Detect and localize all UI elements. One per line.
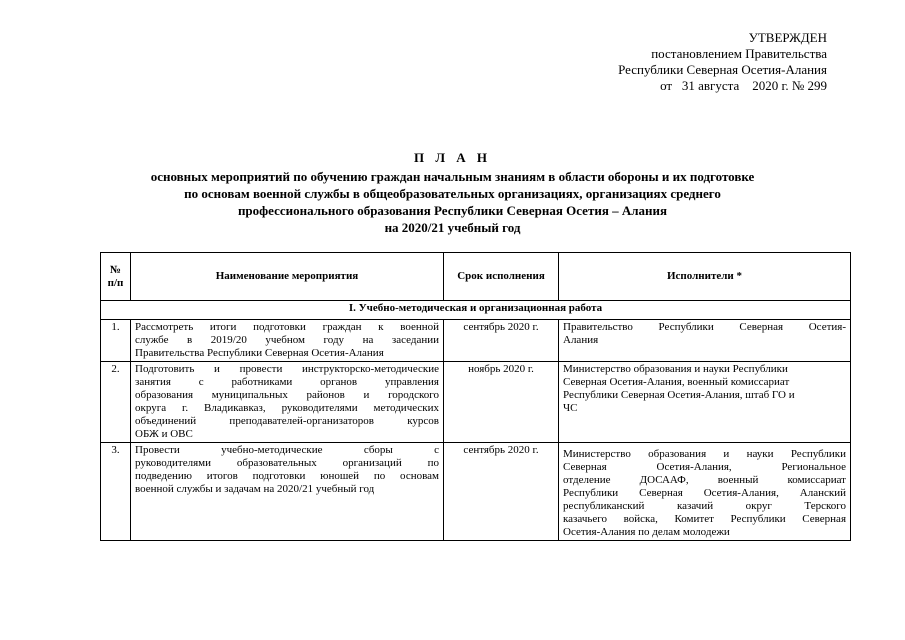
text-line: Министерство образования и науки Республики [563,363,788,375]
header-name: Наименование мероприятия [131,253,444,301]
section-title: I. Учебно-методическая и организационная работа [101,301,851,320]
approval-line: постановлением Правительства [651,46,827,61]
text-line: округа г. Владикавказ, руководителями методических [135,402,439,414]
plan-subtitle-line: по основам военной службы в общеобразовательных организациях, организациях среднего [184,186,721,201]
text-line: службе в 2019/20 учебном году на заседании [135,334,439,346]
plan-subtitle [95,168,810,236]
text-line: Министерство образования и науки Республики [563,448,846,460]
header-num: № п/п [101,253,131,301]
row-term: сентябрь 2020 г. [444,320,559,362]
row-num: 3. [101,443,131,541]
row-name [131,320,444,362]
row-executors [559,362,851,443]
section-row [101,301,851,320]
plan-subtitle-line: профессионального образования Республики Северная Осетия – Алания [237,203,668,218]
text-line: Провести учебно-методические сборы с [135,444,439,456]
row-name [131,362,444,443]
text-line: Республики Северная Осетия-Алания, штаб ГО и [563,389,795,401]
table-header-row [101,253,851,301]
row-num: 1. [101,320,131,362]
table-row [101,320,851,362]
plan-table [100,252,851,541]
text-line: Северная Осетия-Алания, военный комиссариат [563,376,790,388]
text-line: Правительства Республики Северная Осетия-Алания [135,347,384,359]
text-line: военной службы и задачам на 2020/21 учебный год [135,483,375,495]
text-line: Алания [563,334,599,346]
approval-block [527,30,827,94]
text-line: занятия с работниками органов управления [135,376,439,388]
table-row [101,443,851,541]
text-line: руководителями образовательных организаций по [135,457,439,469]
text-line: образования муниципальных районов и городского [135,389,439,401]
text-line: Правительство Республики Северная Осетия- [563,321,846,333]
table-row [101,362,851,443]
text-line: Северная Осетия-Алания, Региональное [563,461,846,473]
plan-subtitle-line: основных мероприятий по обучению граждан начальным знаниям в области обороны и их подготовке [150,169,755,184]
approval-line: от 31 августа 2020 г. № 299 [660,78,827,93]
text-line: подведению итогов подготовки юношей по основам [135,470,439,482]
header-term: Срок исполнения [444,253,559,301]
row-term: сентябрь 2020 г. [444,443,559,541]
text-line: объединений преподавателей-организаторов курсов [135,415,439,427]
row-executors [559,443,851,541]
text-line: отделение ДОСААФ, военный комиссариат [563,474,846,486]
text-line: республиканский казачий округ Терского [563,500,846,512]
plan-title: П Л А Н [413,150,492,165]
plan-subtitle-line: на 2020/21 учебный год [384,220,521,235]
row-num: 2. [101,362,131,443]
text-line: Подготовить и провести инструкторско-методические [135,363,439,375]
text-line: Республики Северная Осетия-Алания, Аланский [563,487,846,499]
row-name [131,443,444,541]
approval-line: УТВЕРЖДЕН [748,30,827,45]
text-line: ЧС [563,402,578,414]
row-executors [559,320,851,362]
header-executors: Исполнители * [559,253,851,301]
text-line: ОБЖ и ОВС [135,428,193,440]
approval-line: Республики Северная Осетия-Алания [618,62,827,77]
text-line: Рассмотреть итоги подготовки граждан к военной [135,321,439,333]
text-line: казачьего войска, Комитет Республики Северная [563,513,846,525]
row-term: ноябрь 2020 г. [444,362,559,443]
text-line: Осетия-Алания по делам молодежи [563,526,730,538]
